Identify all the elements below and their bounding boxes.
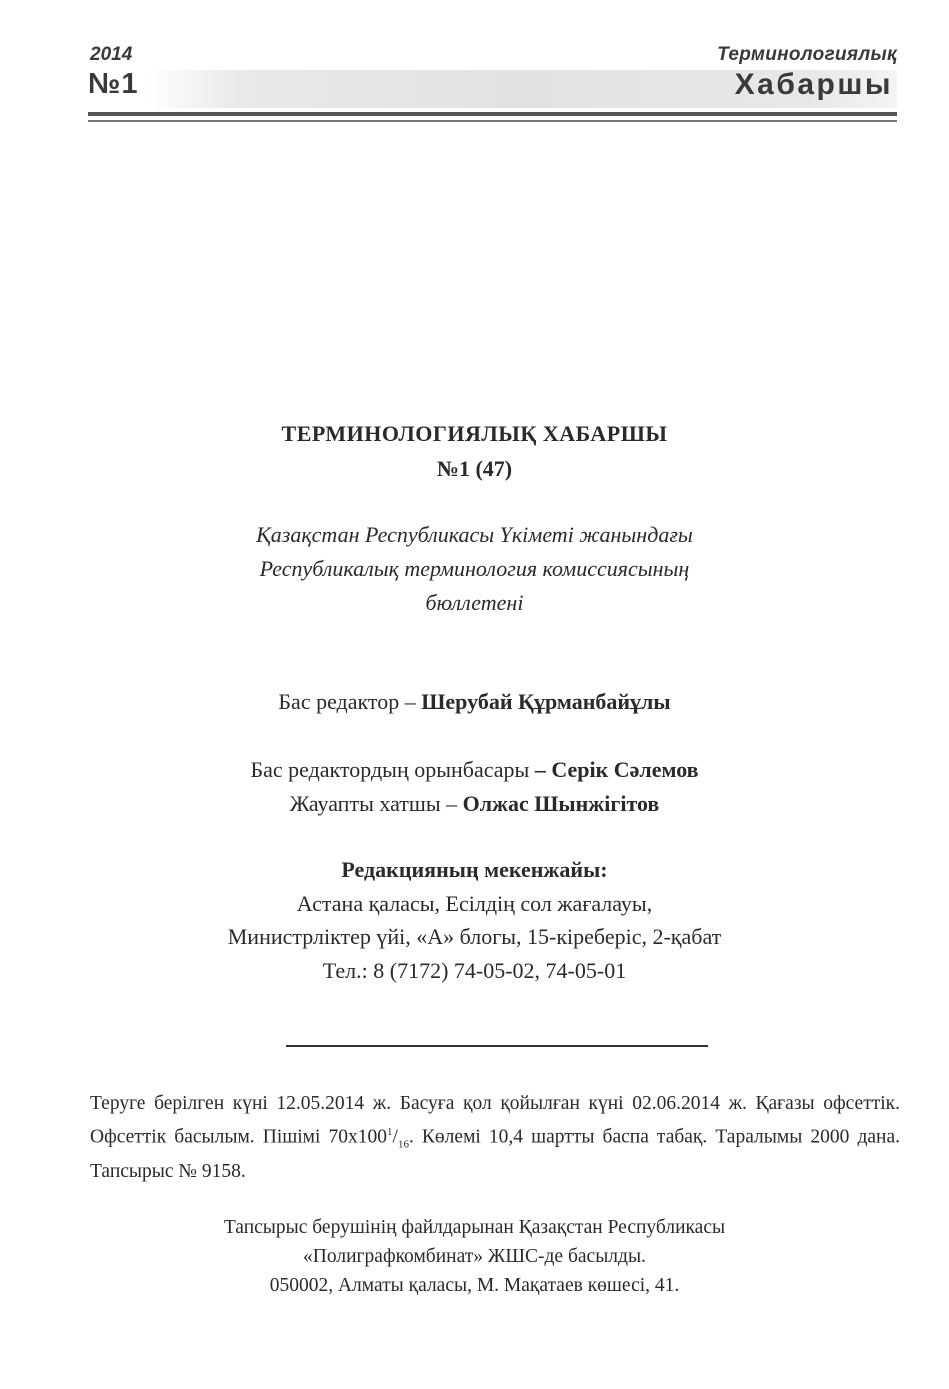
executive-secretary xyxy=(0,791,949,817)
subtitle-line: Республикалық терминология комиссиясының xyxy=(259,556,690,581)
address-line: Министрліктер үйі, «А» блогы, 15-кіреберіс, 2-қабат xyxy=(227,924,722,949)
secretary-name: Олжас Шынжігітов xyxy=(462,791,660,816)
address-phone: Тел.: 8 (7172) 74-05-02, 74-05-01 xyxy=(322,958,627,983)
header-rule-thick xyxy=(88,112,897,116)
printer-line: Тапсырыс берушінің файлдарынан Қазақстан Республикасы xyxy=(223,1217,726,1238)
subtitle-line: бюллетені xyxy=(425,590,524,615)
section-divider xyxy=(286,1045,708,1047)
publication-issue: №1 (47) xyxy=(436,456,513,481)
publication-title: ТЕРМИНОЛОГИЯЛЫҚ ХАБАРШЫ xyxy=(281,421,668,446)
format-slash: / xyxy=(392,1126,398,1148)
imprint-text-end: . Көлемі 10,4 шартты баспа табақ. Таралымы 2000 дана. Тапсырыс № 9158. xyxy=(90,1126,901,1183)
chief-editor-name: Шерубай Құрманбайұлы xyxy=(421,689,671,714)
address-heading-text: Редакцияның мекенжайы: xyxy=(341,857,608,882)
deputy-editor-name: – Серік Сәлемов xyxy=(534,757,699,782)
chief-editor xyxy=(0,689,949,715)
address-heading xyxy=(0,857,949,883)
subtitle-line: Қазақстан Республикасы Үкіметі жанындағы xyxy=(256,522,693,547)
address-line: Астана қаласы, Есілдің сол жағалауы, xyxy=(296,891,653,916)
deputy-editor-label: Бас редактордың орынбасары xyxy=(250,757,535,782)
header-journal-name: Терминологиялық xyxy=(717,44,897,65)
header-issue-number: №1 xyxy=(88,68,139,100)
imprint-text-start: Теруге берілген күні 12.05.2014 ж. Басуға қол қойылған күні 02.06.2014 ж. Қағазы офсеттік. Офсеттік басылым. Пішімі 70x100 xyxy=(90,1093,900,1148)
format-superscript: 1 xyxy=(387,1126,393,1138)
header-year: 2014 xyxy=(90,44,133,65)
chief-editor-label: Бас редактор – xyxy=(278,689,422,714)
imprint-paragraph xyxy=(90,1090,900,1186)
printer-line: «Полиграфкомбинат» ЖШС-де басылды. xyxy=(303,1246,646,1267)
header-journal-title: Хабаршы xyxy=(734,68,893,101)
header-rule-thin xyxy=(88,120,897,122)
printer-line: 050002, Алматы қаласы, М. Мақатаев көшесі, 41. xyxy=(269,1275,680,1296)
format-subscript: 16 xyxy=(397,1138,409,1151)
secretary-label: Жауапты хатшы – xyxy=(289,791,463,816)
deputy-editor xyxy=(0,757,949,783)
